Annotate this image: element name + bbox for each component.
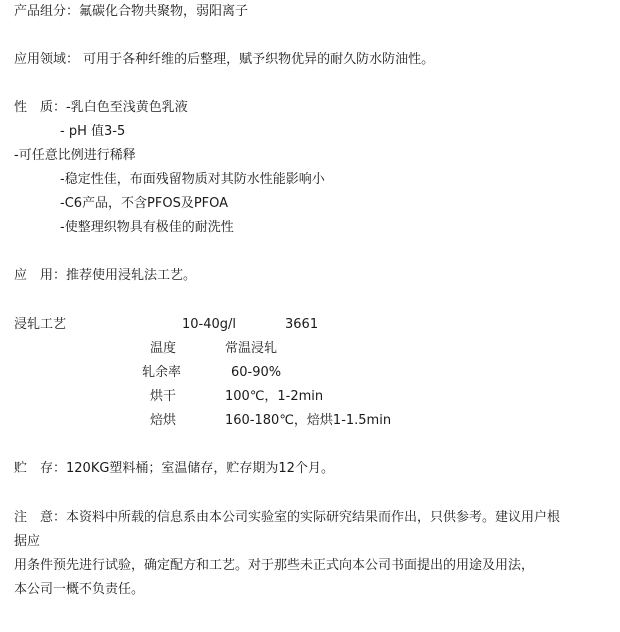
process-param-name: 焙烘 [150, 413, 177, 428]
wash-line: -使整理织物具有极佳的耐洗性 [60, 220, 234, 235]
process-param-name: 轧余率 [142, 365, 182, 380]
appearance-line: 性 质：-乳白色至浅黄色乳液 [14, 100, 188, 115]
process-param-name: 温度 [150, 341, 177, 356]
notice-line: 注 意：本资料中所载的信息系由本公司实验室的实际研究结果而作出，只供参考。建议用户根 [14, 510, 561, 525]
padding-dosage: 10-40g/l [182, 317, 237, 332]
usage-line: 应 用：推荐使用浸轧法工艺。 [14, 268, 197, 283]
dilution-line: -可任意比例进行稀释 [14, 148, 136, 163]
notice-line: 据应 [14, 534, 41, 549]
process-param-value: 60-90% [231, 365, 282, 380]
storage-line: 贮 存：120KG塑料桶；室温储存，贮存期为12个月。 [14, 461, 334, 476]
process-param-value: 常温浸轧 [225, 341, 278, 356]
padding-process-label: 浸轧工艺 [14, 317, 67, 332]
product-code: 3661 [285, 317, 319, 332]
application-field-line: 应用领域： 可用于各种纤维的后整理，赋予织物优异的耐久防水防油性。 [14, 52, 435, 67]
composition-line: 产品组分：氟碳化合物共聚物，弱阳离子 [14, 4, 249, 19]
stability-line: -稳定性佳，布面残留物质对其防水性能影响小 [60, 172, 325, 187]
process-param-name: 烘干 [150, 389, 177, 404]
notice-line: 本公司一概不负责任。 [14, 582, 145, 597]
process-param-value: 160-180℃，焙烘1-1.5min [225, 413, 392, 428]
process-param-value: 100℃，1-2min [225, 389, 324, 404]
c6-line: -C6产品，不含PFOS及PFOA [60, 196, 229, 211]
ph-line: - pH 值3-5 [60, 124, 126, 139]
notice-line: 用条件预先进行试验，确定配方和工艺。对于那些未正式向本公司书面提出的用途及用法， [14, 558, 535, 573]
